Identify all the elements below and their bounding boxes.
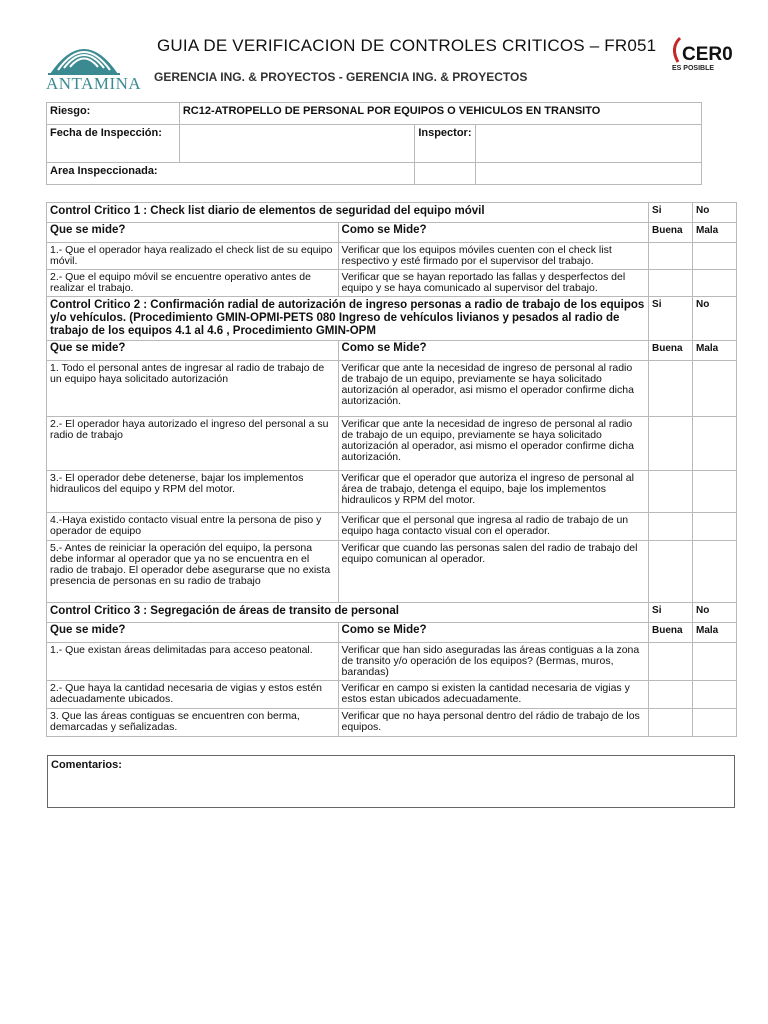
buena-checkbox-cell[interactable]: [649, 270, 693, 297]
que-se-mide-cell: 1.- Que el operador haya realizado el check list de su equipo móvil.: [47, 243, 339, 270]
buena-checkbox-cell[interactable]: [649, 709, 693, 737]
como-se-mide-cell: Verificar que han sido aseguradas las áreas contiguas a la zona de transito y/o operación de los equipos? (Bermas, muros, barandas): [338, 643, 649, 681]
document-title: GUIA DE VERIFICACION DE CONTROLES CRITICOS – FR051: [157, 36, 657, 55]
fecha-label: Fecha de Inspección:: [47, 125, 180, 163]
como-se-mide-header: Como se Mide?: [338, 341, 649, 361]
no-label: No: [693, 203, 737, 223]
table-row: [47, 243, 737, 270]
buena-checkbox-cell[interactable]: [649, 471, 693, 513]
buena-label: Buena: [649, 341, 693, 361]
que-se-mide-cell: 2.- Que el equipo móvil se encuentre operativo antes de realizar el trabajo.: [47, 270, 339, 297]
inspection-info-table: [46, 102, 702, 185]
que-se-mide-header: Que se mide?: [47, 623, 339, 643]
document-subtitle: GERENCIA ING. & PROYECTOS - GERENCIA ING. & PROYECTOS: [154, 70, 528, 84]
que-se-mide-cell: 2.- Que haya la cantidad necesaria de vigias y estos estén adecuadamente ubicados.: [47, 681, 339, 709]
que-se-mide-cell: 2.- El operador haya autorizado el ingreso del personal a su radio de trabajo: [47, 417, 339, 471]
si-label: Si: [649, 203, 693, 223]
como-se-mide-cell: Verificar que el operador que autoriza el ingreso de personal al área de trabajo, detenga el equipo, baje los implementos hidraulicos y RPM del motor.: [338, 471, 649, 513]
buena-checkbox-cell[interactable]: [649, 417, 693, 471]
mala-label: Mala: [693, 341, 737, 361]
que-se-mide-cell: 3.- El operador debe detenerse, bajar los implementos hidraulicos del equipo y RPM del motor.: [47, 471, 339, 513]
control-title-row: [47, 203, 737, 223]
table-row: [47, 643, 737, 681]
buena-checkbox-cell[interactable]: [649, 513, 693, 541]
antamina-mountain-icon: [44, 30, 124, 76]
mala-checkbox-cell[interactable]: [693, 681, 737, 709]
mala-checkbox-cell[interactable]: [693, 471, 737, 513]
no-label: No: [693, 603, 737, 623]
column-header-row: [47, 623, 737, 643]
como-se-mide-cell: Verificar que no haya personal dentro del rádio de trabajo de los equipos.: [338, 709, 649, 737]
area-row: [47, 163, 702, 185]
comments-box[interactable]: [47, 755, 735, 808]
como-se-mide-cell: Verificar que cuando las personas salen del radio de trabajo del equipo comunican al operador.: [338, 541, 649, 603]
si-label: Si: [649, 297, 693, 341]
column-header-row: [47, 341, 737, 361]
como-se-mide-cell: Verificar que el personal que ingresa al radio de trabajo de un equipo haga contacto visual con el operador.: [338, 513, 649, 541]
mala-checkbox-cell[interactable]: [693, 243, 737, 270]
mala-checkbox-cell[interactable]: [693, 709, 737, 737]
buena-checkbox-cell[interactable]: [649, 243, 693, 270]
table-row: [47, 541, 737, 603]
table-row: [47, 417, 737, 471]
mala-label: Mala: [693, 623, 737, 643]
mala-checkbox-cell[interactable]: [693, 541, 737, 603]
area-field-b[interactable]: [475, 163, 702, 185]
como-se-mide-cell: Verificar que se hayan reportado las fallas y desperfectos del equipo y se haya comunicado al supervisor del trabajo.: [338, 270, 649, 297]
que-se-mide-header: Que se mide?: [47, 223, 339, 243]
column-header-row: [47, 223, 737, 243]
si-label: Si: [649, 603, 693, 623]
como-se-mide-cell: Verificar que los equipos móviles cuenten con el check list respectivo y esté firmado por el supervisor del trabajo.: [338, 243, 649, 270]
que-se-mide-cell: 3. Que las áreas contiguas se encuentren con berma, demarcadas y señalizadas.: [47, 709, 339, 737]
buena-label: Buena: [649, 223, 693, 243]
fecha-inspector-row: [47, 125, 702, 163]
riesgo-row: [47, 103, 702, 125]
no-label: No: [693, 297, 737, 341]
antamina-logo: [44, 30, 142, 100]
table-row: [47, 709, 737, 737]
cero-mark-icon: [668, 34, 734, 66]
como-se-mide-header: Como se Mide?: [338, 223, 649, 243]
que-se-mide-cell: 1.- Que existan áreas delimitadas para acceso peatonal.: [47, 643, 339, 681]
buena-checkbox-cell[interactable]: [649, 361, 693, 417]
antamina-wordmark: ANTAMINA: [46, 74, 142, 93]
buena-label: Buena: [649, 623, 693, 643]
table-row: [47, 681, 737, 709]
comments-label: Comentarios:: [51, 759, 122, 771]
cero-tagline: ES POSIBLE: [672, 65, 715, 72]
control-title-row: [47, 603, 737, 623]
como-se-mide-header: Como se Mide?: [338, 623, 649, 643]
como-se-mide-cell: Verificar que ante la necesidad de ingreso de personal al radio de trabajo de un equipo, previamente se haya solicitado autorización al operador, asi mismo el operador confirme dicha autorización.: [338, 361, 649, 417]
control-title: Control Critico 1 : Check list diario de elementos de seguridad del equipo móvil: [47, 203, 649, 223]
buena-checkbox-cell[interactable]: [649, 643, 693, 681]
riesgo-label: Riesgo:: [47, 103, 180, 125]
mala-checkbox-cell[interactable]: [693, 361, 737, 417]
mala-checkbox-cell[interactable]: [693, 513, 737, 541]
table-row: [47, 361, 737, 417]
que-se-mide-cell: 1. Todo el personal antes de ingresar al radio de trabajo de un equipo haya solicitado autorización: [47, 361, 339, 417]
mala-checkbox-cell[interactable]: [693, 643, 737, 681]
buena-checkbox-cell[interactable]: [649, 541, 693, 603]
control-title: Control Critico 2 : Confirmación radial de autorización de ingreso personas a radio de trabajo de los equipos y/o vehículos. (Procedimiento GMIN-OPMI-PETS 080 Ingreso de vehículos livianos y pesados al radio de trabajo de los equipos 4.1 al 4.6 , Procedimiento GMIN-OPM: [47, 297, 649, 341]
area-field-a[interactable]: [415, 163, 475, 185]
que-se-mide-cell: 5.- Antes de reiniciar la operación del equipo, la persona debe informar al operador que ya no se encuentra en el radio de trabajo. El operador debe asegurarse que no exista presencia de personas en su radio de trabajo: [47, 541, 339, 603]
riesgo-value: RC12-ATROPELLO DE PERSONAL POR EQUIPOS O VEHICULOS EN TRANSITO: [179, 103, 701, 125]
area-label: Area Inspeccionada:: [47, 163, 415, 185]
fecha-field[interactable]: [179, 125, 414, 163]
controls-table: [46, 202, 737, 737]
como-se-mide-cell: Verificar en campo si existen la cantidad necesaria de vigias y estos estan ubicados adecuadamente.: [338, 681, 649, 709]
inspector-field[interactable]: [475, 125, 702, 163]
que-se-mide-cell: 4.-Haya existido contacto visual entre la persona de piso y operador de equipo: [47, 513, 339, 541]
table-row: [47, 513, 737, 541]
buena-checkbox-cell[interactable]: [649, 681, 693, 709]
como-se-mide-cell: Verificar que ante la necesidad de ingreso de personal al radio de trabajo de un equipo, previamente se haya solicitado autorización al operador, asi mismo el operador confirme dicha autorización.: [338, 417, 649, 471]
table-row: [47, 471, 737, 513]
inspector-label: Inspector:: [415, 125, 475, 163]
mala-checkbox-cell[interactable]: [693, 270, 737, 297]
control-title-row: [47, 297, 737, 341]
table-row: [47, 270, 737, 297]
que-se-mide-header: Que se mide?: [47, 341, 339, 361]
control-title: Control Critico 3 : Segregación de áreas de transito de personal: [47, 603, 649, 623]
cero-logo: [668, 34, 734, 78]
cero-wordmark: CER0: [682, 44, 733, 65]
mala-checkbox-cell[interactable]: [693, 417, 737, 471]
mala-label: Mala: [693, 223, 737, 243]
